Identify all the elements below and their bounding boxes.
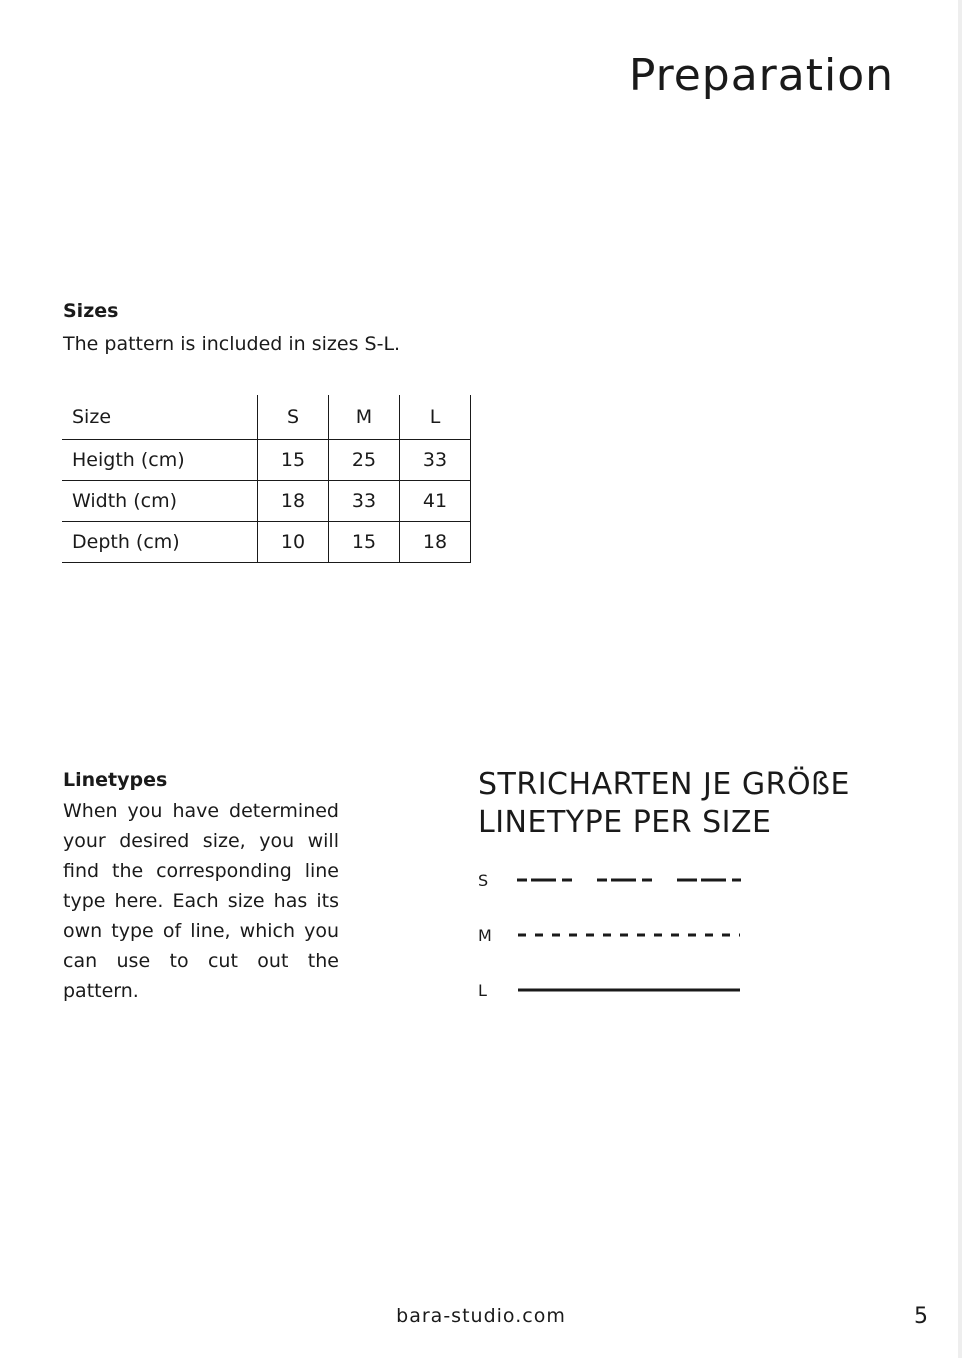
- legend-label-s: S: [478, 871, 489, 890]
- page-number: 5: [914, 1304, 928, 1329]
- size-table: [62, 395, 471, 563]
- size-table-header-cell: S: [258, 395, 329, 440]
- linetype-legend-graphic: [510, 860, 750, 1000]
- table-cell: 18: [400, 522, 471, 563]
- table-cell: Depth (cm): [62, 522, 258, 563]
- page-edge: [958, 0, 962, 1358]
- linetype-title-de: STRICHARTEN JE GRÖßE: [478, 767, 850, 802]
- size-table-header-cell: Size: [62, 395, 258, 440]
- table-row: [62, 481, 471, 522]
- table-cell: 33: [400, 440, 471, 481]
- sizes-heading: Sizes: [63, 300, 119, 322]
- table-cell: Width (cm): [62, 481, 258, 522]
- sizes-description: The pattern is included in sizes S-L.: [63, 333, 401, 355]
- table-cell: 15: [329, 522, 400, 563]
- size-table-header-cell: L: [400, 395, 471, 440]
- linetypes-heading: Linetypes: [63, 769, 168, 791]
- footer-website: bara-studio.com: [396, 1305, 566, 1327]
- page-title: Preparation: [628, 50, 894, 101]
- table-cell: 18: [258, 481, 329, 522]
- table-cell: 33: [329, 481, 400, 522]
- table-row: [62, 440, 471, 481]
- table-cell: Heigth (cm): [62, 440, 258, 481]
- linetypes-description: When you have determined your desired size, you will find the corresponding line type here. Each size has its own type of line, which you can use to cut out the pattern.: [63, 800, 339, 1002]
- table-cell: 41: [400, 481, 471, 522]
- table-cell: 25: [329, 440, 400, 481]
- size-table-header-cell: M: [329, 395, 400, 440]
- legend-label-m: M: [478, 926, 492, 945]
- size-table-header: [62, 395, 471, 440]
- table-cell: 10: [258, 522, 329, 563]
- table-cell: 15: [258, 440, 329, 481]
- legend-label-l: L: [478, 981, 487, 1000]
- linetype-title-en: LINETYPE PER SIZE: [478, 805, 772, 840]
- table-row: [62, 522, 471, 563]
